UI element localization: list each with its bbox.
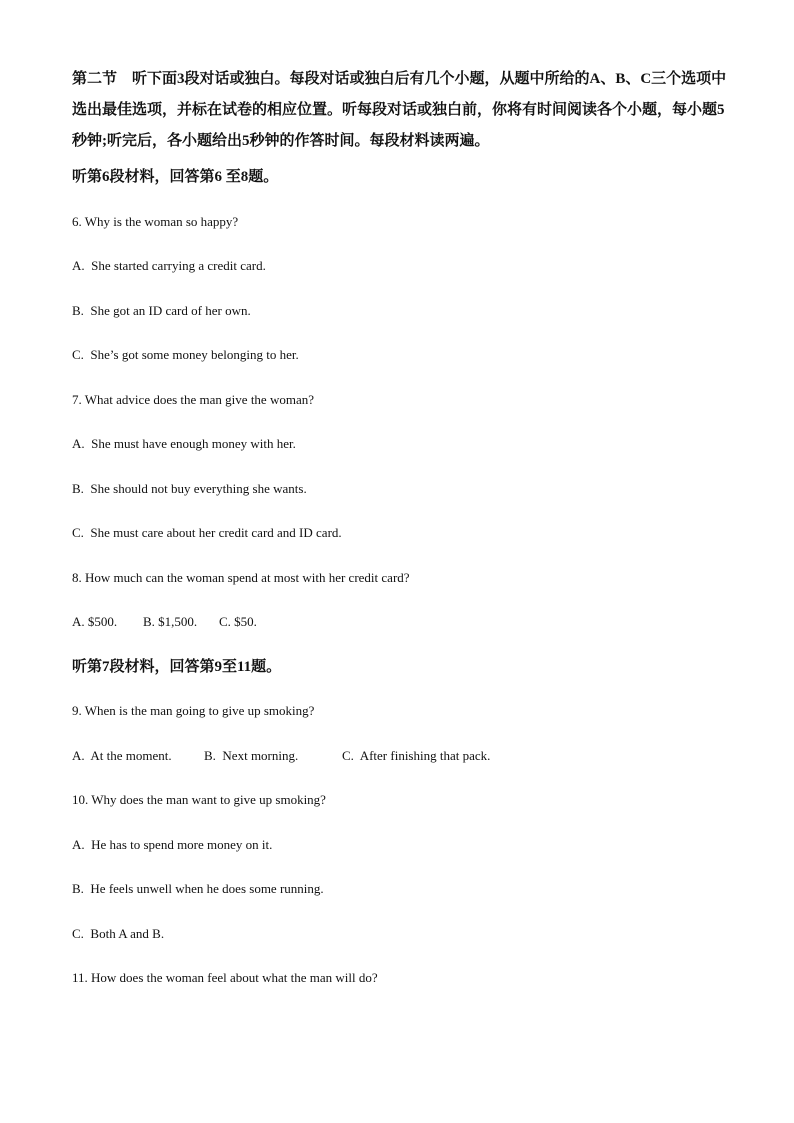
question-10-option-b: B. He feels unwell when he does some running. (72, 881, 324, 896)
question-6-option-a: A. She started carrying a credit card. (72, 258, 266, 273)
question-7: 7. What advice does the man give the woman? (72, 391, 314, 407)
question-7-option-b: B. She should not buy everything she wants. (72, 480, 307, 496)
question-6: 6. Why is the woman so happy? (72, 213, 239, 229)
question-7-option-a: A. She must have enough money with her. (72, 436, 296, 451)
question-8-option-b: B. $1,500. (143, 614, 198, 629)
exam-page (72, 64, 732, 988)
question-9-options (72, 746, 732, 766)
question-9-option-c: C. After finishing that pack. (342, 747, 491, 763)
question-8-option-c: C. $50. (219, 614, 257, 629)
question-8: 8. How much can the woman spend at most with her credit card? (72, 569, 410, 585)
question-8-option-a: A. $500. (72, 614, 118, 629)
question-9: 9. When is the man going to give up smoking? (72, 703, 315, 718)
passage-6-heading: 听第6段材料，回答第6 至8题。 (72, 169, 279, 185)
question-6-option-c: C. She’s got some money belonging to her. (72, 347, 299, 362)
question-7-option-c: C. She must care about her credit card and ID card. (72, 525, 342, 540)
question-9-option-a: A. At the moment. (72, 747, 172, 763)
question-10-option-a: A. He has to spend more money on it. (72, 836, 273, 852)
question-6-option-b: B. She got an ID card of her own. (72, 302, 251, 318)
question-11: 11. How does the woman feel about what the man will do? (72, 970, 378, 985)
question-9-option-b: B. Next morning. (204, 747, 299, 763)
question-10: 10. Why does the man want to give up smoking? (72, 792, 326, 807)
passage-7-heading: 听第7段材料，回答第9至11题。 (72, 658, 282, 675)
question-8-options (72, 612, 732, 632)
section-instructions: 第二节 听下面3段对话或独白。每段对话或独白后有几个小题，从题中所给的A、B、C三个选项中选出最佳选项，并标在试卷的相应位置。听每段对话或独白前，你将有时间阅读各个小题，每小题5秒钟;听完后，各小题给出5秒钟的作答时间。每段材料读两遍。 (72, 71, 727, 149)
question-10-option-c: C. Both A and B. (72, 925, 165, 941)
